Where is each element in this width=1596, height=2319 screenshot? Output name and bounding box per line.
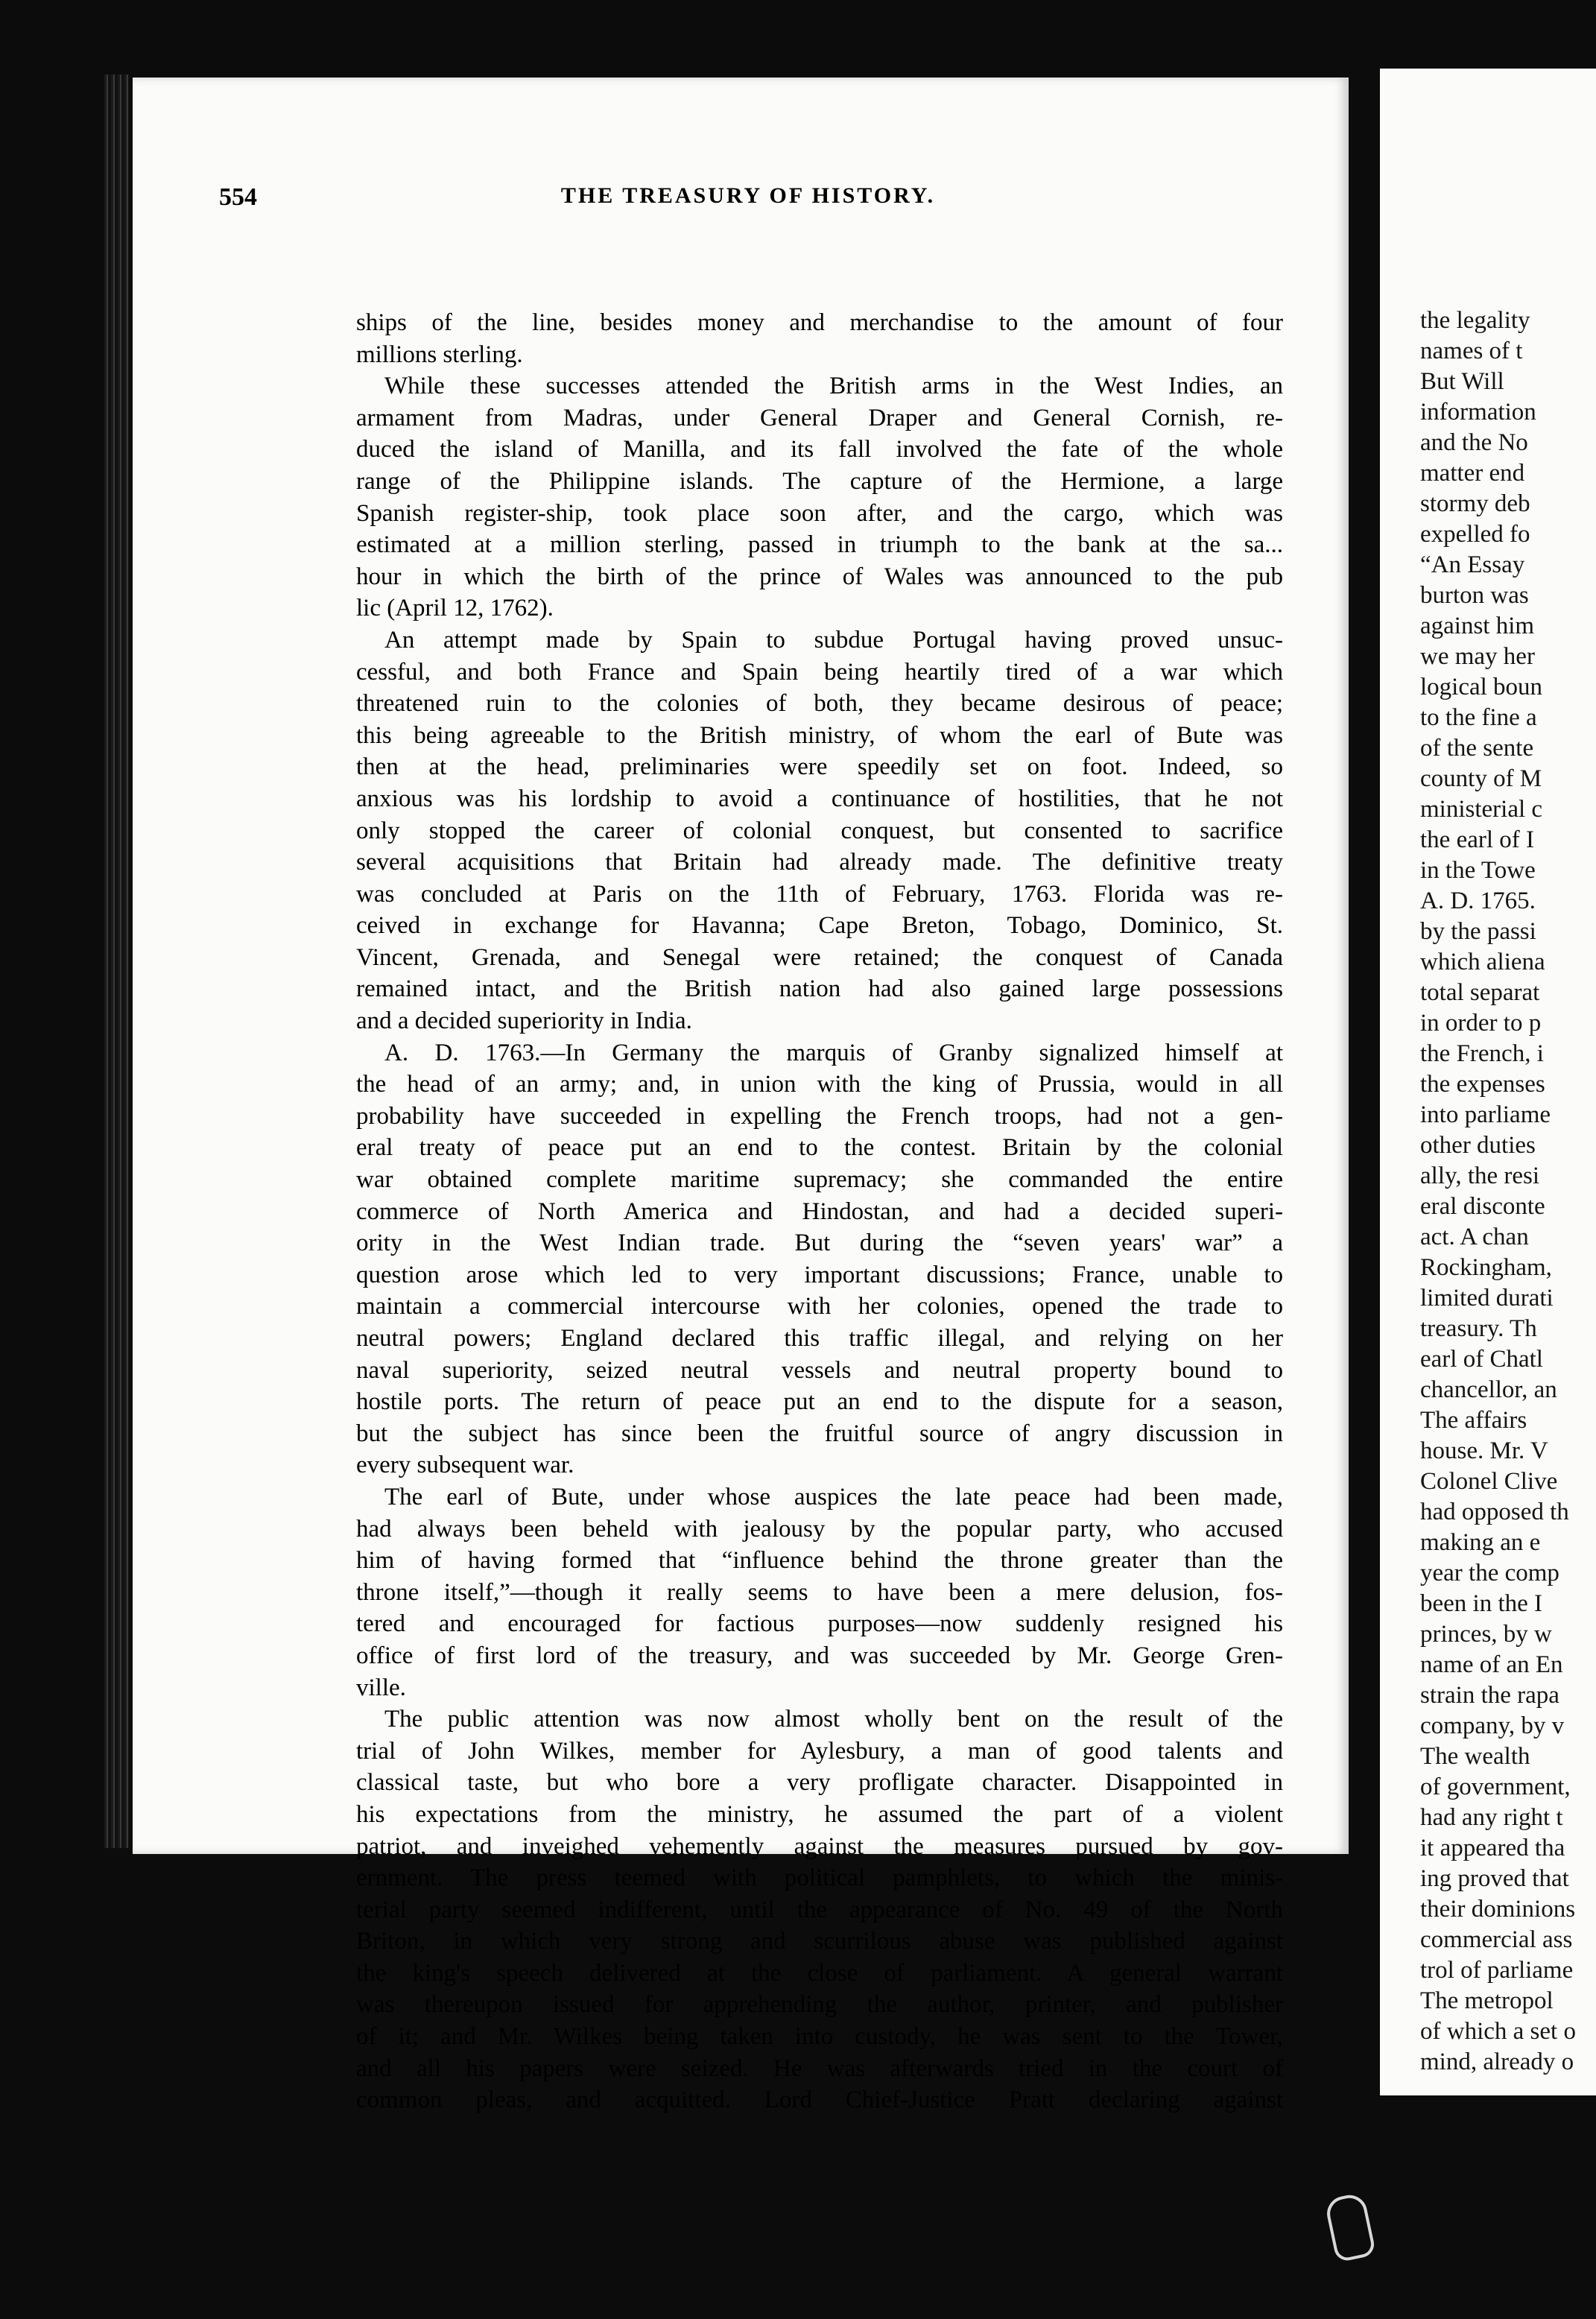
right-page-line: But Will <box>1420 368 1504 395</box>
right-page-line: A. D. 1765. <box>1420 888 1536 914</box>
right-page-line: the earl of I <box>1420 826 1534 853</box>
right-page-line: which aliena <box>1420 949 1545 975</box>
right-page-line: it appeared tha <box>1420 1835 1565 1861</box>
text-line: ority in the West Indian trade. But during the “seven years' war” a <box>356 1230 1283 1257</box>
book-binding <box>104 75 130 1848</box>
text-line: but the subject has since been the fruitful source of angry discussion in <box>356 1420 1283 1447</box>
text-line: naval superiority, seized neutral vessels and neutral property bound to <box>356 1356 1283 1384</box>
text-line: war obtained complete maritime supremacy; she commanded the entire <box>356 1166 1283 1194</box>
text-line: commerce of North America and Hindostan, and had a decided superi- <box>356 1198 1283 1225</box>
text-line: throne itself,”—though it really seems to have been a mere delusion, fos- <box>356 1578 1283 1606</box>
right-page-line: “An Essay <box>1420 551 1525 578</box>
right-page-line: and the No <box>1420 429 1528 456</box>
right-page-line: stormy deb <box>1420 490 1530 517</box>
right-page-line: matter end <box>1420 460 1525 487</box>
text-line: estimated at a million sterling, passed in triumph to the bank at the sa... <box>356 531 1283 559</box>
right-page-line: ministerial c <box>1420 796 1543 823</box>
text-line: only stopped the career of colonial conquest, but consented to sacrifice <box>356 817 1283 844</box>
text-line: An attempt made by Spain to subdue Portugal having proved unsuc- <box>384 626 1283 654</box>
text-line: Vincent, Grenada, and Senegal were retained; the conquest of Canada <box>356 943 1283 971</box>
right-page-line: of the sente <box>1420 735 1534 762</box>
text-line: office of first lord of the treasury, and was succeeded by Mr. George Gren- <box>356 1642 1283 1669</box>
right-page-line: Colonel Clive <box>1420 1468 1558 1495</box>
right-page-line: names of t <box>1420 338 1523 364</box>
text-line: lic (April 12, 1762). <box>356 595 554 622</box>
page-corner-mark <box>1324 2192 1377 2262</box>
text-line: and all his papers were seized. He was afterwards tried in the court of <box>356 2054 1283 2082</box>
right-page-line: been in the I <box>1420 1590 1543 1617</box>
right-page-line: logical boun <box>1420 674 1543 700</box>
text-line: range of the Philippine islands. The capture of the Hermione, a large <box>356 467 1283 495</box>
right-page-line: in order to p <box>1420 1010 1542 1037</box>
text-line: every subsequent war. <box>356 1452 574 1479</box>
page-header <box>219 183 1277 216</box>
right-page-line: had any right t <box>1420 1804 1563 1831</box>
text-line: ville. <box>356 1674 406 1701</box>
right-page-line: Rockingham, <box>1420 1254 1552 1281</box>
right-page-line: burton was <box>1420 582 1529 609</box>
right-page-line: The wealth <box>1420 1743 1530 1770</box>
right-page-line: mind, already o <box>1420 2048 1574 2075</box>
right-page-line: year the comp <box>1420 1560 1559 1586</box>
text-line: probability have succeeded in expelling the French troops, had not a gen- <box>356 1102 1283 1130</box>
right-page-line: in the Towe <box>1420 857 1536 884</box>
right-page-line: eral disconte <box>1420 1193 1545 1220</box>
text-line: trial of John Wilkes, member for Aylesbury, a man of good talents and <box>356 1737 1283 1765</box>
text-line: this being agreeable to the British ministry, of whom the earl of Bute was <box>356 721 1283 749</box>
right-page-line: act. A chan <box>1420 1224 1529 1250</box>
text-line: Briton, in which very strong and scurrilous abuse was published against <box>356 1928 1283 1955</box>
text-line: had always been beheld with jealousy by the popular party, who accused <box>356 1515 1283 1543</box>
right-page-line: to the fine a <box>1420 704 1537 731</box>
text-line: his expectations from the ministry, he assumed the part of a violent <box>356 1800 1283 1828</box>
left-page-body-text <box>356 307 1283 2116</box>
text-line: ernment. The press teemed with political pamphlets, to which the minis- <box>356 1864 1283 1892</box>
text-line: millions sterling. <box>356 341 523 368</box>
right-page-line: the expenses <box>1420 1071 1545 1098</box>
right-page-line: county of M <box>1420 765 1542 792</box>
right-page-line: the French, i <box>1420 1040 1544 1067</box>
text-line: hostile ports. The return of peace put an end to the dispute for a season, <box>356 1388 1283 1416</box>
right-page <box>1380 69 1596 2095</box>
text-line: maintain a commercial intercourse with her colonies, opened the trade to <box>356 1293 1283 1320</box>
text-line: remained intact, and the British nation had also gained large possessions <box>356 975 1283 1003</box>
text-line: The earl of Bute, under whose auspices the late peace had been made, <box>384 1483 1283 1510</box>
text-line: ships of the line, besides money and merchandise to the amount of four <box>356 309 1283 336</box>
right-page-line: company, by v <box>1420 1712 1565 1739</box>
right-page-line: ing proved that <box>1420 1865 1569 1892</box>
right-page-line: limited durati <box>1420 1285 1554 1312</box>
text-line: While these successes attended the British arms in the West Indies, an <box>384 373 1283 400</box>
right-page-line: by the passi <box>1420 918 1536 945</box>
right-page-line: house. Mr. V <box>1420 1437 1548 1464</box>
right-page-line: into parliame <box>1420 1101 1551 1128</box>
text-line: then at the head, preliminaries were speedily set on foot. Indeed, so <box>356 753 1283 781</box>
text-line: question arose which led to very important discussions; France, unable to <box>356 1261 1283 1288</box>
right-page-line: against him <box>1420 613 1535 639</box>
text-line: ceived in exchange for Havanna; Cape Breton, Tobago, Dominico, St. <box>356 912 1283 940</box>
text-line: hour in which the birth of the prince of Wales was announced to the pub <box>356 563 1283 590</box>
text-line: cessful, and both France and Spain being heartily tired of a war which <box>356 658 1283 686</box>
text-line: duced the island of Manilla, and its fall involved the fate of the whole <box>356 436 1283 464</box>
right-page-line: princes, by w <box>1420 1621 1552 1648</box>
text-line: and a decided superiority in India. <box>356 1007 692 1035</box>
text-line: terial party seemed indifferent, until the appearance of No. 49 of the North <box>356 1896 1283 1923</box>
text-line: patriot, and inveighed vehemently against the measures pursued by gov- <box>356 1832 1283 1860</box>
text-line: threatened ruin to the colonies of both, they became desirous of peace; <box>356 690 1283 718</box>
text-line: armament from Madras, under General Draper and General Cornish, re- <box>356 404 1283 431</box>
right-page-line: The metropol <box>1420 1987 1554 2014</box>
text-line: several acquisitions that Britain had already made. The definitive treaty <box>356 849 1283 876</box>
right-page-line: name of an En <box>1420 1651 1563 1678</box>
right-page-body-text <box>1420 306 1576 2078</box>
right-page-line: treasury. Th <box>1420 1315 1537 1342</box>
text-line: tered and encouraged for factious purposes—now suddenly resigned his <box>356 1610 1283 1638</box>
right-page-line: expelled fo <box>1420 521 1530 548</box>
text-line: The public attention was now almost wholly bent on the result of the <box>384 1706 1283 1733</box>
right-page-line: ally, the resi <box>1420 1162 1540 1189</box>
text-line: Spanish register-ship, took place soon after, and the cargo, which was <box>356 499 1283 527</box>
text-line: neutral powers; England declared this traffic illegal, and relying on her <box>356 1325 1283 1352</box>
right-page-line: trol of parliame <box>1420 1957 1574 1984</box>
right-page-line: of government, <box>1420 1774 1571 1800</box>
right-page-line: strain the rapa <box>1420 1682 1559 1709</box>
right-page-line: we may her <box>1420 643 1535 670</box>
right-page-line: making an e <box>1420 1529 1541 1556</box>
right-page-line: earl of Chatl <box>1420 1346 1543 1373</box>
text-line: A. D. 1763.—In Germany the marquis of Granby signalized himself at <box>384 1039 1283 1066</box>
text-line: of it; and Mr. Wilkes being taken into custody, he was sent to the Tower, <box>356 2023 1283 2051</box>
text-line: was thereupon issued for apprehending the author, printer, and publisher <box>356 1991 1283 2019</box>
right-page-line: their dominions <box>1420 1896 1576 1923</box>
right-page-line: chancellor, an <box>1420 1376 1557 1403</box>
right-page-line: the legality <box>1420 307 1530 334</box>
right-page-line: The affairs <box>1420 1407 1527 1434</box>
text-line: him of having formed that “influence behind the throne greater than the <box>356 1547 1283 1575</box>
running-head: THE TREASURY OF HISTORY. <box>560 183 936 208</box>
right-page-line: had opposed th <box>1420 1499 1569 1525</box>
right-page-line: information <box>1420 399 1536 425</box>
text-line: eral treaty of peace put an end to the contest. Britain by the colonial <box>356 1134 1283 1162</box>
text-line: the king's speech delivered at the close of parliament. A general warrant <box>356 1959 1283 1987</box>
page-number: 554 <box>219 183 257 211</box>
text-line: common pleas, and acquitted. Lord Chief-Justice Pratt declaring against <box>356 2087 1283 2114</box>
right-page-line: of which a set o <box>1420 2018 1576 2045</box>
text-line: anxious was his lordship to avoid a continuance of hostilities, that he not <box>356 785 1283 812</box>
text-line: the head of an army; and, in union with the king of Prussia, would in all <box>356 1071 1283 1098</box>
text-line: was concluded at Paris on the 11th of February, 1763. Florida was re- <box>356 880 1283 908</box>
right-page-line: total separat <box>1420 979 1540 1006</box>
right-page-line: commercial ass <box>1420 1926 1573 1953</box>
text-line: classical taste, but who bore a very profligate character. Disappointed in <box>356 1769 1283 1797</box>
right-page-line: other duties <box>1420 1132 1536 1159</box>
